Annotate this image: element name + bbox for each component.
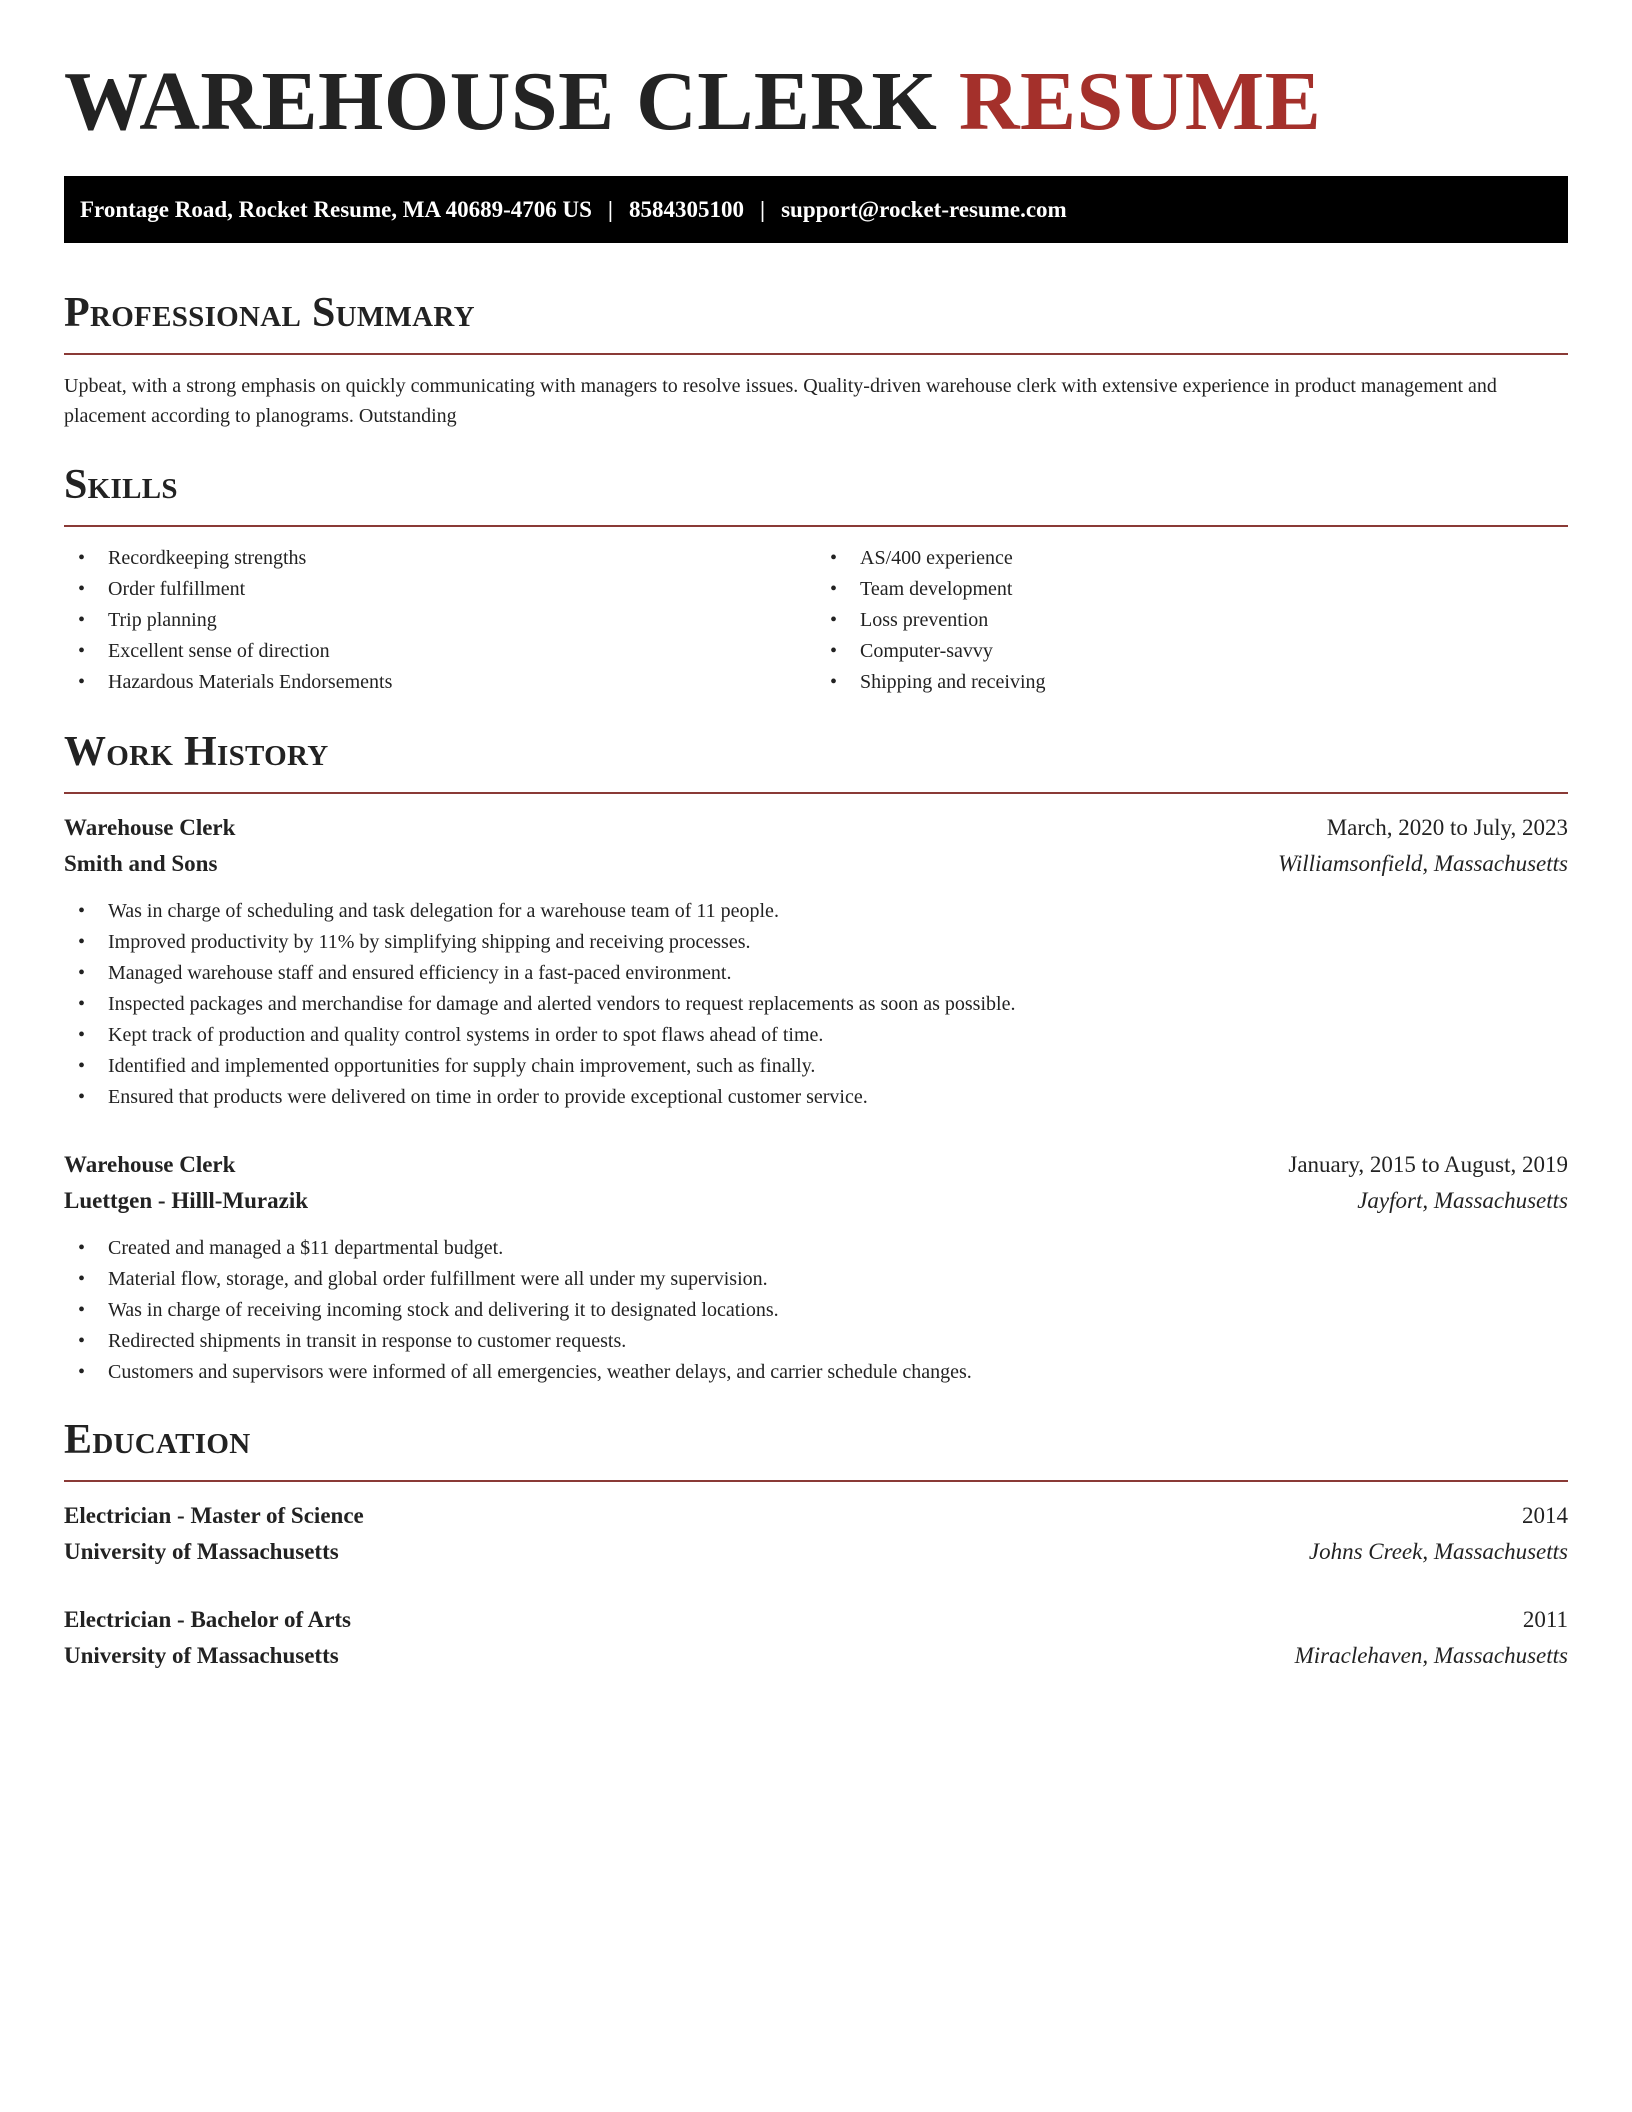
skills-column-left — [64, 543, 816, 698]
job-duty-item: • Material flow, storage, and global order fulfillment were all under my supervision. — [64, 1264, 1568, 1295]
job-duty-item: • Created and managed a $11 departmental budget. — [64, 1233, 1568, 1264]
job-duty-item: • Inspected packages and merchandise for damage and alerted vendors to request replacements as soon as possible. — [64, 989, 1568, 1020]
skill-item: • Shipping and receiving — [816, 667, 1568, 698]
skills-column-right — [816, 543, 1568, 698]
education-school-row — [64, 1638, 1568, 1674]
skills-list — [64, 543, 816, 698]
job-duties-list — [64, 1233, 1568, 1388]
section-heading: Work History — [64, 729, 329, 775]
job-entry — [64, 1147, 1568, 1388]
education-degree: Electrician - Master of Science — [64, 1503, 364, 1528]
education-degree: Electrician - Bachelor of Arts — [64, 1607, 352, 1632]
job-company: Smith and Sons — [64, 851, 218, 876]
job-dates: January, 2015 to August, 2019 — [1288, 1152, 1568, 1177]
job-duty-item: • Improved productivity by 11% by simplifying shipping and receiving processes. — [64, 927, 1568, 958]
section-divider — [64, 353, 1568, 355]
education-school: University of Massachusetts — [64, 1539, 339, 1564]
job-duty-item: • Ensured that products were delivered on time in order to provide exceptional customer service. — [64, 1082, 1568, 1113]
section-heading: Skills — [64, 462, 178, 508]
skills-section — [64, 459, 1568, 698]
education-school: University of Massachusetts — [64, 1643, 339, 1668]
skill-item: • AS/400 experience — [816, 543, 1568, 574]
job-header-row — [64, 1147, 1568, 1183]
education-section — [64, 1414, 1568, 1674]
job-entry — [64, 810, 1568, 1113]
education-header-row — [64, 1602, 1568, 1638]
section-divider — [64, 525, 1568, 527]
resume-title-main: WAREHOUSE CLERK — [64, 55, 938, 148]
job-location: Jayfort, Massachusetts — [1357, 1188, 1568, 1213]
job-duty-item: • Kept track of production and quality control systems in order to spot flaws ahead of time. — [64, 1020, 1568, 1051]
job-duty-item: • Was in charge of receiving incoming stock and delivering it to designated locations. — [64, 1295, 1568, 1326]
resume-title-accent: RESUME — [958, 55, 1322, 148]
contact-email: support@rocket-resume.com — [781, 196, 1067, 222]
job-duty-item: • Managed warehouse staff and ensured efficiency in a fast-paced environment. — [64, 958, 1568, 989]
section-divider — [64, 792, 1568, 794]
education-year: 2014 — [1522, 1503, 1568, 1528]
skill-item: • Order fulfillment — [64, 574, 816, 605]
job-header-row — [64, 810, 1568, 846]
job-company-row — [64, 846, 1568, 882]
skill-item: • Team development — [816, 574, 1568, 605]
section-heading: Education — [64, 1417, 251, 1463]
job-duty-item: • Redirected shipments in transit in response to customer requests. — [64, 1326, 1568, 1357]
job-location: Williamsonfield, Massachusetts — [1277, 851, 1568, 876]
skill-item: • Trip planning — [64, 605, 816, 636]
education-location: Miraclehaven, Massachusetts — [1294, 1643, 1568, 1668]
job-dates: March, 2020 to July, 2023 — [1326, 815, 1568, 840]
education-location: Johns Creek, Massachusetts — [1308, 1539, 1568, 1564]
section-heading: Professional Summary — [64, 290, 475, 336]
job-duty-item: • Was in charge of scheduling and task delegation for a warehouse team of 11 people. — [64, 896, 1568, 927]
skills-list — [816, 543, 1568, 698]
education-school-row — [64, 1534, 1568, 1570]
contact-bar — [64, 176, 1568, 243]
professional-summary-section — [64, 287, 1568, 431]
job-title: Warehouse Clerk — [64, 1152, 236, 1177]
education-entry — [64, 1498, 1568, 1570]
contact-phone: 8584305100 — [629, 196, 744, 222]
job-company: Luettgen - Hilll-Murazik — [64, 1188, 309, 1213]
education-header-row — [64, 1498, 1568, 1534]
skill-item: • Excellent sense of direction — [64, 636, 816, 667]
work-history-section — [64, 726, 1568, 1388]
education-entry — [64, 1602, 1568, 1674]
job-duty-item: • Customers and supervisors were informed of all emergencies, weather delays, and carrier schedule changes. — [64, 1357, 1568, 1388]
job-title: Warehouse Clerk — [64, 815, 236, 840]
skill-item: • Computer-savvy — [816, 636, 1568, 667]
skill-item: • Hazardous Materials Endorsements — [64, 667, 816, 698]
summary-text: Upbeat, with a strong emphasis on quickly communicating with managers to resolve issues. Quality-driven warehouse clerk with extensive experience in product management and placement according to planograms. Outstanding — [64, 375, 1497, 427]
contact-separator: | — [760, 196, 766, 222]
skill-item: • Loss prevention — [816, 605, 1568, 636]
contact-address: Frontage Road, Rocket Resume, MA 40689-4706 US — [80, 196, 592, 222]
skill-item: • Recordkeeping strengths — [64, 543, 816, 574]
job-duty-item: • Identified and implemented opportunities for supply chain improvement, such as finally. — [64, 1051, 1568, 1082]
resume-title — [64, 52, 1568, 152]
education-year: 2011 — [1522, 1607, 1568, 1632]
job-company-row — [64, 1183, 1568, 1219]
skills-grid — [64, 543, 1568, 698]
section-divider — [64, 1480, 1568, 1482]
job-duties-list — [64, 896, 1568, 1113]
contact-separator: | — [607, 196, 613, 222]
